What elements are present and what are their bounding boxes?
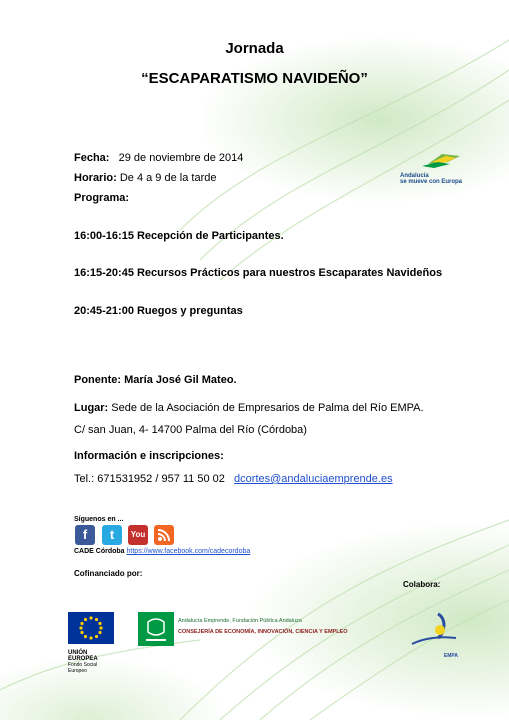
cofinanciado-label: Cofinanciado por: bbox=[74, 569, 143, 578]
cade-label: CADE Córdoba bbox=[74, 548, 125, 555]
cade-line bbox=[74, 548, 250, 555]
junta-line2: CONSEJERÍA DE ECONOMÍA, INNOVACIÓN, CIENCIA Y EMPLEO bbox=[178, 629, 348, 635]
address: C/ san Juan, 4- 14700 Palma del Río (Córdoba) bbox=[74, 424, 307, 436]
contact-line bbox=[74, 473, 393, 485]
program-item: 16:00-16:15 Recepción de Participantes. bbox=[74, 230, 284, 242]
fecha-value: 29 de noviembre de 2014 bbox=[118, 152, 244, 164]
colabora-label: Colabora: bbox=[403, 580, 441, 589]
horario-label: Horario: bbox=[74, 172, 117, 184]
empa-label: EMPA bbox=[443, 653, 458, 659]
page-title: Jornada bbox=[225, 40, 284, 57]
email-link[interactable]: dcortes@andaluciaemprende.es bbox=[234, 473, 393, 485]
andalucia-logo-text: Andalucía bbox=[400, 173, 429, 179]
info-heading: Información e inscripciones: bbox=[74, 450, 224, 462]
lugar-line bbox=[74, 402, 424, 414]
eu-logo bbox=[68, 612, 114, 674]
eu-sublabel: Fondo Social Europeo bbox=[68, 662, 98, 674]
phone-numbers: Tel.: 671531952 / 957 11 50 02 bbox=[74, 473, 225, 485]
facebook-icon[interactable]: f bbox=[75, 525, 95, 545]
ponente: Ponente: María José Gil Mateo. bbox=[74, 374, 237, 386]
rss-icon[interactable] bbox=[154, 525, 174, 545]
eu-label: UNIÓN EUROPEA bbox=[68, 650, 98, 662]
lugar-value: Sede de la Asociación de Empresarios de Palma del Río EMPA. bbox=[111, 402, 424, 414]
program-item: 20:45-21:00 Ruegos y preguntas bbox=[74, 305, 243, 317]
andalucia-europa-logo bbox=[398, 150, 470, 186]
empa-logo bbox=[410, 608, 458, 659]
lugar-label: Lugar: bbox=[74, 402, 109, 414]
programa-label: Programa: bbox=[74, 192, 130, 204]
follow-label: Síguenos en ... bbox=[74, 516, 124, 523]
junta-andalucia-logo bbox=[138, 612, 174, 646]
program-item: 16:15-20:45 Recursos Prácticos para nuestros Escaparates Navideños bbox=[74, 267, 443, 279]
cade-facebook-link[interactable]: https://www.facebook.com/cadecordoba bbox=[126, 548, 251, 555]
youtube-icon[interactable]: You bbox=[128, 525, 148, 545]
event-title: “ESCAPARATISMO NAVIDEÑO” bbox=[141, 70, 368, 87]
twitter-icon[interactable]: t bbox=[102, 525, 122, 545]
fecha-label: Fecha: bbox=[74, 152, 110, 164]
fecha-line bbox=[74, 152, 243, 164]
horario-value: De 4 a 9 de la tarde bbox=[119, 172, 217, 184]
andalucia-logo-subtext: se mueve con Europa bbox=[400, 179, 463, 185]
junta-line1: Andalucía Emprende, Fundación Pública Andaluza bbox=[178, 618, 302, 624]
horario-line bbox=[74, 172, 216, 184]
